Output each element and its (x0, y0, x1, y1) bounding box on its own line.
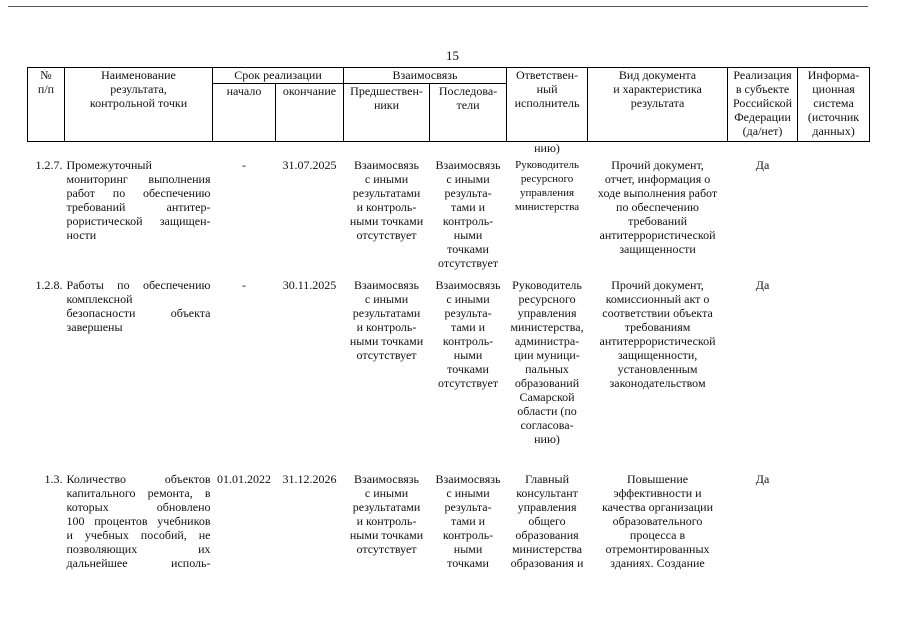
row-doc-type: Прочий документ, комиссионный акт о соответствии объекта требованиям антитеррористической защищенности, установленным законодательством (599, 277, 716, 390)
header-region: Реализация в субъекте Российской Федерации (да/нет) (728, 68, 798, 142)
table-header (28, 68, 870, 142)
header-predecessors: Предшествен- ники (344, 84, 430, 142)
row-region: Да (755, 471, 770, 486)
row-successors: Взаимосвязь с иными результа- тами и контроль- ными точками отсутствует (435, 277, 501, 390)
header-num: № п/п (28, 68, 65, 142)
results-table (27, 67, 870, 572)
carryover-row (28, 142, 870, 158)
carryover-text: нию) (534, 141, 560, 155)
page-number: 15 (446, 48, 459, 63)
header-relation: Взаимосвязь (344, 68, 507, 84)
header-responsible: Ответствен- ный исполнитель (507, 68, 588, 142)
header-info-system: Информа- ционная система (источник данных) (798, 68, 870, 142)
row-predecessors: Взаимосвязь с иными результатами и контроль- ными точками отсутствует (349, 277, 424, 362)
row-num: 1.2.8. (35, 277, 63, 292)
row-info-system (798, 158, 870, 278)
header-name: Наименование результата, контрольной точки (65, 68, 213, 142)
top-border-line (8, 6, 868, 7)
header-period: Срок реализации (213, 68, 344, 84)
row-start: - (242, 157, 246, 172)
table-row (28, 278, 870, 472)
table-row (28, 472, 870, 572)
row-region: Да (755, 157, 770, 172)
row-start: 01.01.2022 (217, 471, 271, 486)
row-responsible: Руководитель ресурсного управления министерства, администра- ции муници- пальных образований Самарской области (по согласова- нию) (510, 277, 584, 446)
table-row (28, 158, 870, 278)
row-responsible: Главный консультант управления общего образования министерства образования и (510, 471, 584, 570)
row-start: - (242, 277, 246, 292)
row-name: Работы по обеспечению комплексной безопасности объекта завершены (66, 277, 211, 334)
header-start: начало (213, 84, 276, 142)
row-end: 31.07.2025 (282, 157, 337, 172)
row-predecessors: Взаимосвязь с иными результатами и контроль- ными точками отсутствует (349, 157, 424, 242)
row-end: 30.11.2025 (282, 277, 337, 292)
row-predecessors: Взаимосвязь с иными результатами и контроль- ными точками отсутствует (349, 471, 424, 556)
row-responsible: Руководитель ресурсного управления министерства (514, 158, 580, 213)
header-successors: Последова- тели (430, 84, 507, 142)
row-info-system (798, 278, 870, 472)
row-successors: Взаимосвязь с иными результа- тами и контроль- ными точками (435, 471, 501, 570)
row-doc-type: Прочий документ, отчет, информация о ходе выполнения работ по обеспечению требований антитеррористической защищенности (597, 157, 718, 256)
row-name: Промежуточный мониторинг выполнения работ по обеспечению требований антитер- рористической защищен- ности (66, 157, 211, 242)
row-end: 31.12.2026 (282, 471, 337, 486)
row-info-system (798, 472, 870, 572)
row-region: Да (755, 277, 770, 292)
row-num: 1.3. (44, 471, 63, 486)
row-num: 1.2.7. (35, 157, 63, 172)
row-doc-type: Повышение эффективности и качества организации образовательного процесса в отремонтированных зданиях. Создание (602, 471, 714, 570)
header-doc-type: Вид документа и характеристика результата (588, 68, 728, 142)
row-name: Количество объектов капитального ремонта, в которых обновлено 100 процентов учебников и учебных пособий, не позволяющих их дальнейшее исполь- (66, 471, 211, 570)
header-end: окончание (276, 84, 344, 142)
row-successors: Взаимосвязь с иными результа- тами и контроль- ными точками отсутствует (435, 157, 501, 270)
